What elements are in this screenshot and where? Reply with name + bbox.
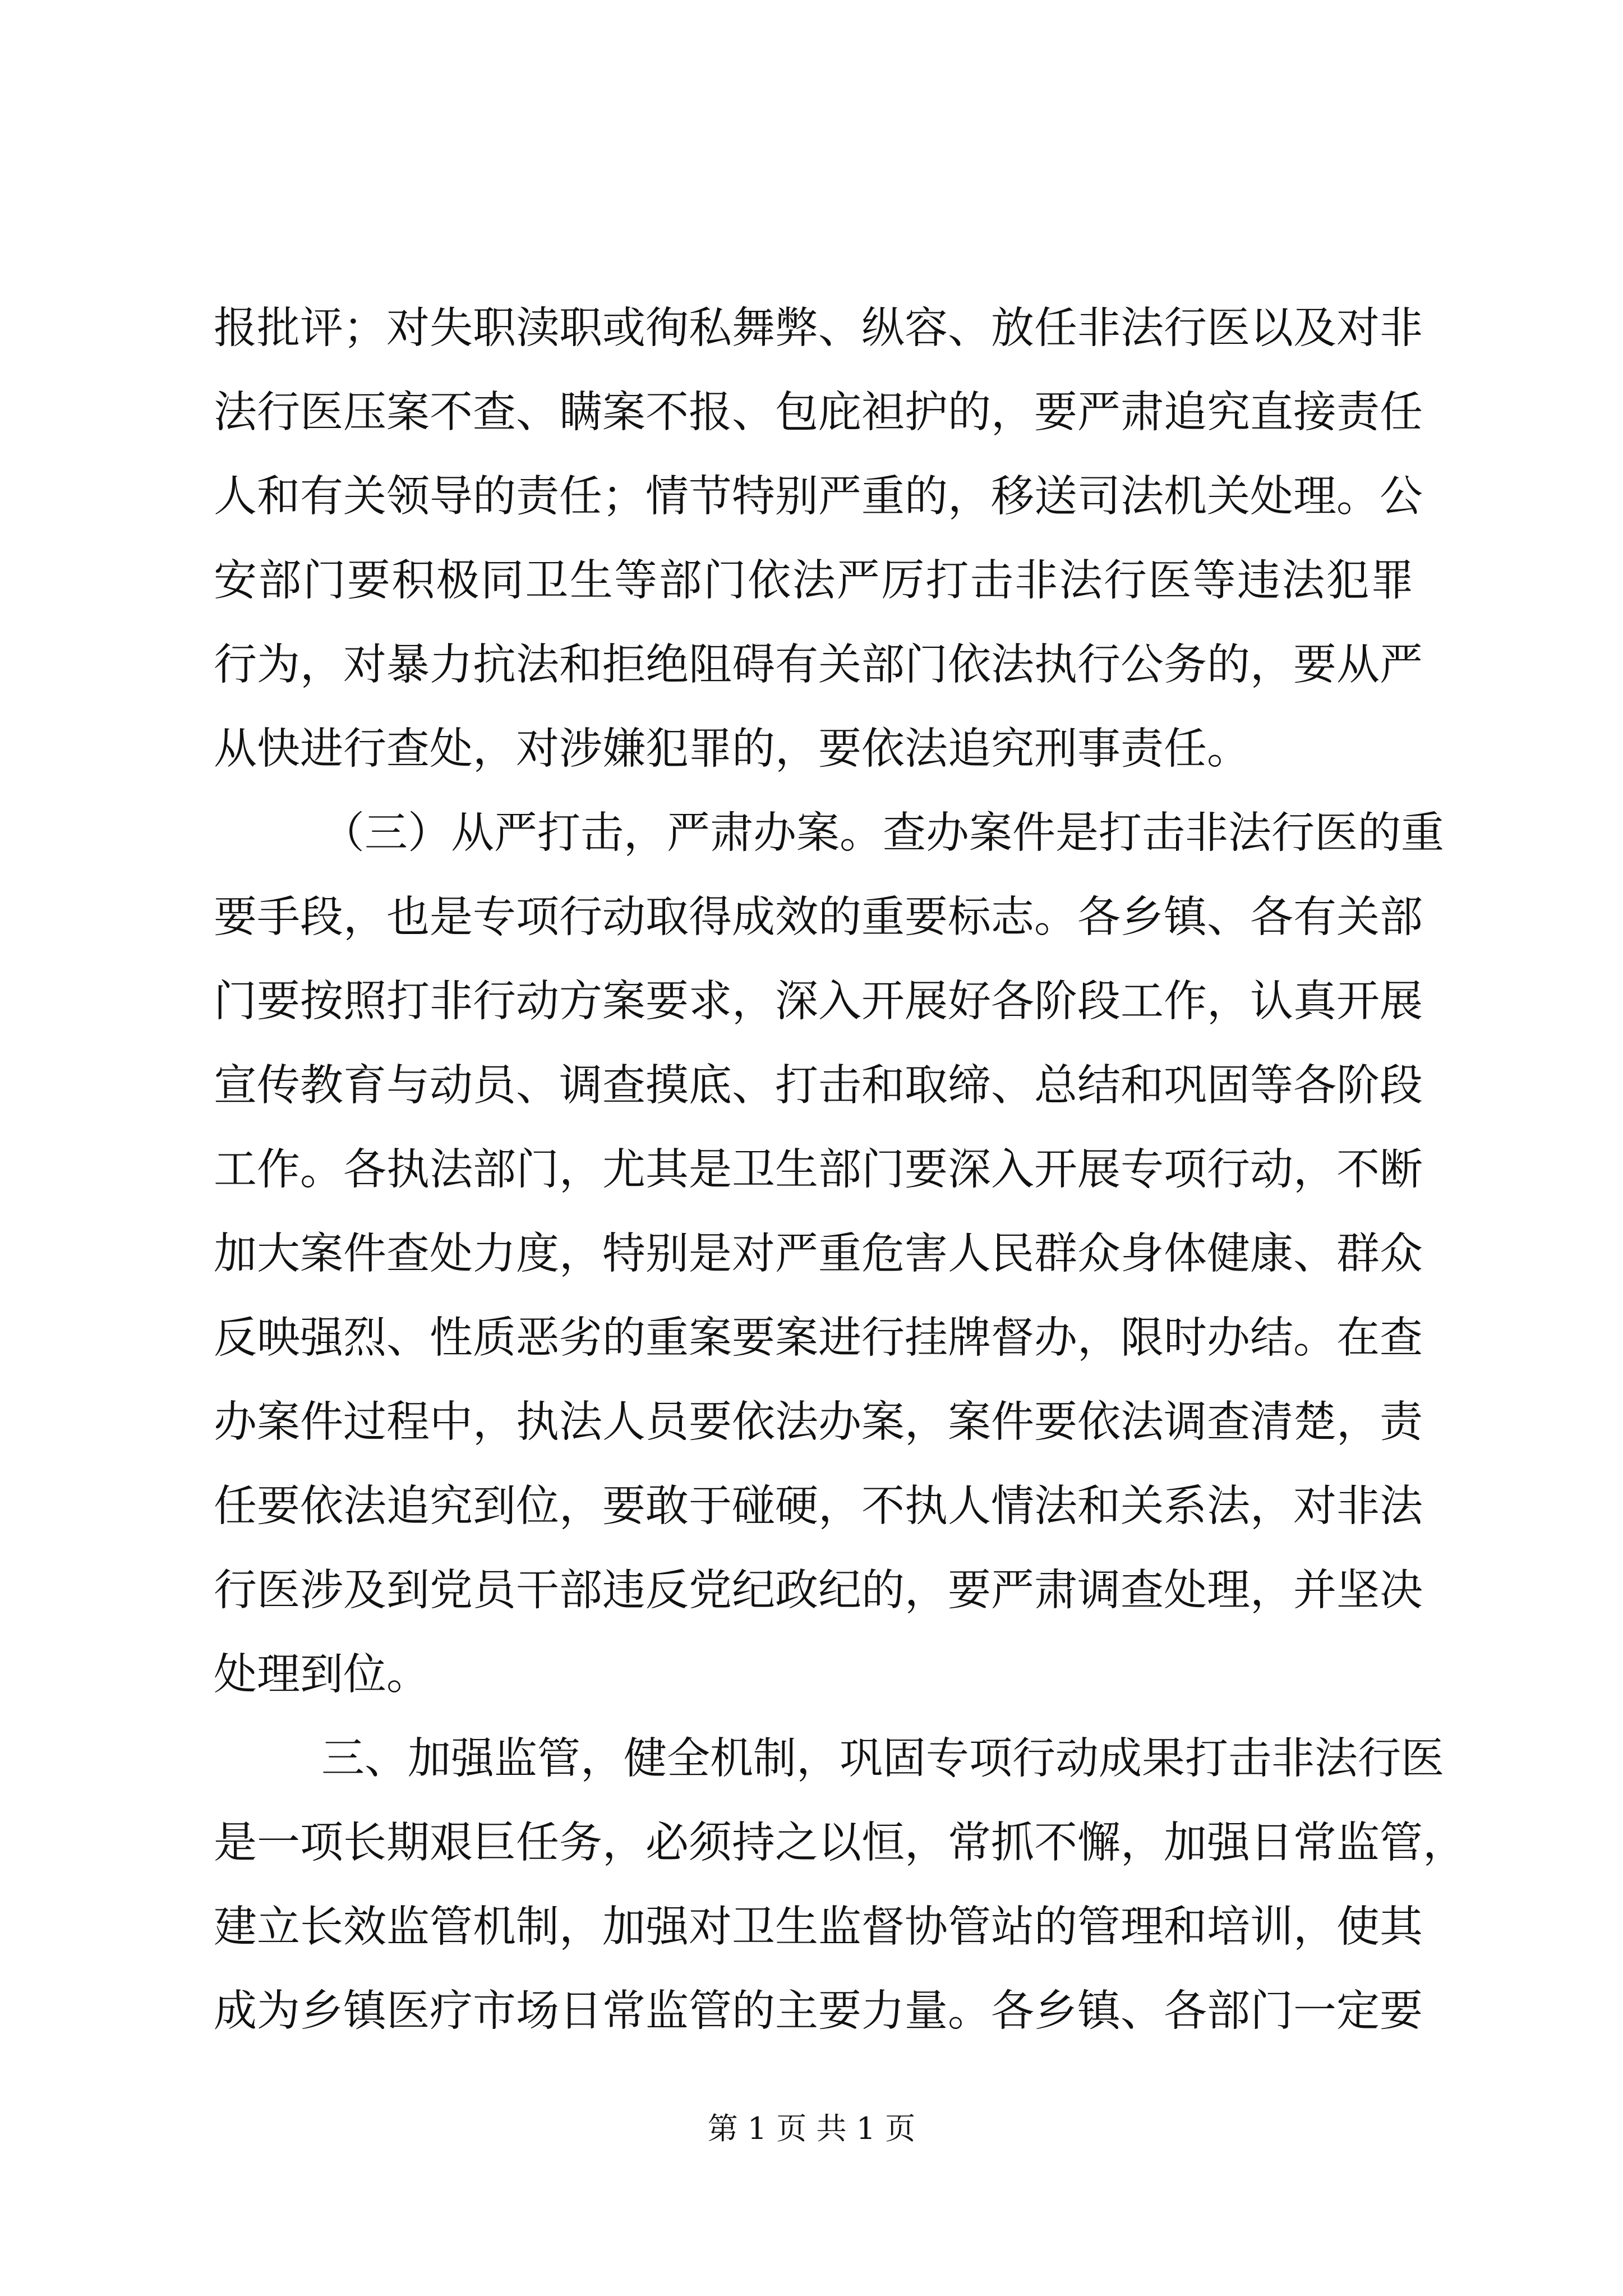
text-line: 从快进行查处，对涉嫌犯罪的，要依法追究刑事责任。 xyxy=(214,724,1250,774)
text-line: 工作。各执法部门，尤其是卫生部门要深入开展专项行动，不断 xyxy=(214,1145,1423,1195)
text-line: 反映强烈、性质恶劣的重案要案进行挂牌督办，限时办结。在查 xyxy=(214,1313,1423,1363)
text-line: 安部门要积极同卫生等部门依法严厉打击非法行医等违法犯罪 xyxy=(214,556,1414,606)
text-line: 行医涉及到党员干部违反党纪政纪的，要严肃调查处理，并坚决 xyxy=(214,1566,1423,1616)
text-line: 建立长效监管机制，加强对卫生监督协管站的管理和培训，使其 xyxy=(214,1902,1423,1952)
page-footer: 第 1 页 共 1 页 xyxy=(707,2111,916,2146)
text-line: 任要依法追究到位，要敢于碰硬，不执人情法和关系法，对非法 xyxy=(214,1481,1423,1531)
text-line: 宣传教育与动员、调查摸底、打击和取缔、总结和巩固等各阶段 xyxy=(214,1061,1423,1111)
section-heading-line: 三、加强监管，健全机制，巩固专项行动成果打击非法行医 xyxy=(321,1734,1444,1784)
text-line: 法行医压案不查、瞒案不报、包庇袒护的，要严肃追究直接责任 xyxy=(214,388,1423,438)
text-line: 成为乡镇医疗市场日常监管的主要力量。各乡镇、各部门一定要 xyxy=(214,1986,1423,2036)
text-line: 门要按照打非行动方案要求，深入开展好各阶段工作，认真开展 xyxy=(214,977,1423,1027)
text-line: 报批评；对失职渎职或徇私舞弊、纵容、放任非法行医以及对非 xyxy=(214,303,1423,353)
text-line: 办案件过程中，执法人员要依法办案，案件要依法调查清楚，责 xyxy=(214,1397,1423,1447)
section-heading-line: （三）从严打击，严肃办案。查办案件是打击非法行医的重 xyxy=(321,808,1444,858)
text-line: 人和有关领导的责任；情节特别严重的，移送司法机关处理。公 xyxy=(214,472,1423,522)
text-line: 是一项长期艰巨任务，必须持之以恒，常抓不懈，加强日常监管， xyxy=(214,1818,1466,1868)
text-line: 加大案件查处力度，特别是对严重危害人民群众身体健康、群众 xyxy=(214,1229,1423,1279)
text-line: 要手段，也是专项行动取得成效的重要标志。各乡镇、各有关部 xyxy=(214,892,1423,942)
text-line: 行为，对暴力抗法和拒绝阻碍有关部门依法执行公务的，要从严 xyxy=(214,640,1423,690)
text-line: 处理到位。 xyxy=(214,1650,430,1700)
